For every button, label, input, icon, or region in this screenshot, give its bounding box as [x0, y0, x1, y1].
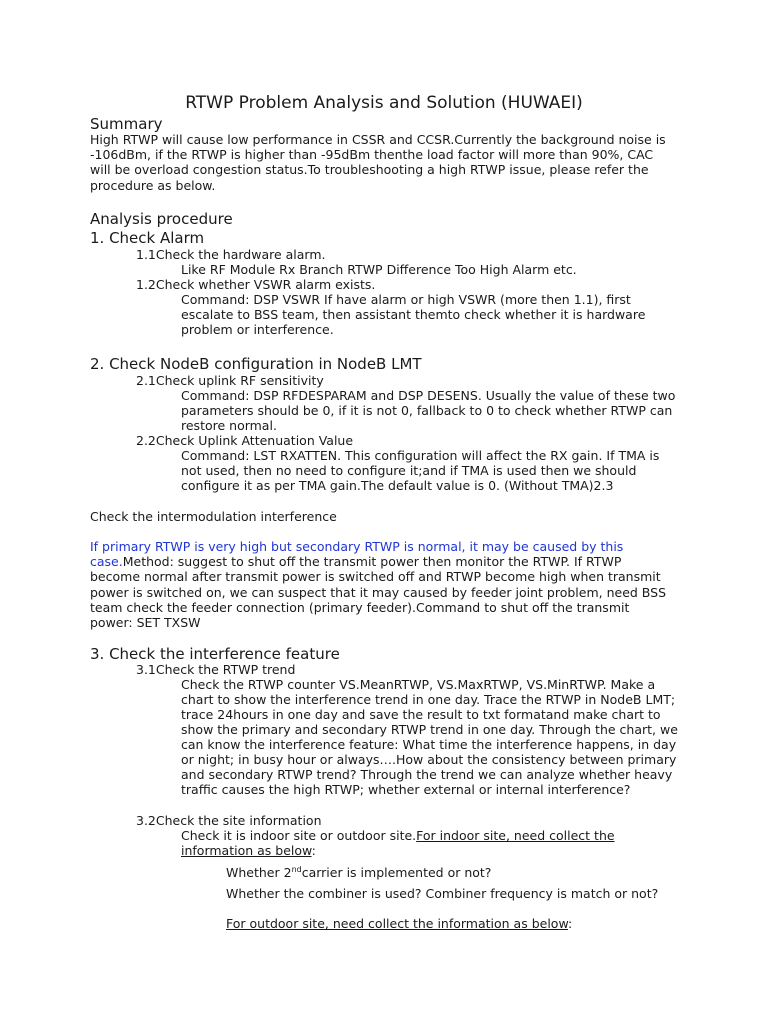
section-2-heading: 2. Check NodeB configuration in NodeB LMT [90, 355, 422, 373]
section-2-2-text: Command: LST RXATTEN. This configuration will affect the RX gain. If TMA is not used, then no need to configure it;and if TMA is used then we should configure it as per TMA gain.The default value is 0. (Without TMA)2.3 [181, 448, 660, 493]
intermod-text: Method: suggest to shut off the transmit power then monitor the RTWP. If RTWP become normal after transmit power is switched off and RTWP become high when transmit power is switched on, we can suspect that it may caused by feeder joint problem, need BSS team check the feeder connection (primary feeder).Command to shut off the transmit power: SET TXSW [90, 554, 667, 631]
combiner-question: Whether the combiner is used? Combiner frequency is match or not? [226, 886, 659, 901]
section-2-1-text: Command: DSP RFDESPARAM and DSP DESENS. Usually the value of these two parameters should be 0, if it is not 0, fallback to 0 to check whether RTWP can restore normal. [181, 388, 676, 433]
document-title: RTWP Problem Analysis and Solution (HUWAEI) [185, 93, 583, 113]
section-1-2-text: Command: DSP VSWR If have alarm or high VSWR (more then 1.1), first escalate to BSS team, then assistant themto check whether it is hardware problem or interference. [181, 292, 646, 337]
intermod-blue-text: If primary RTWP is very high but secondary RTWP is normal, it may be caused by this case. [90, 539, 624, 570]
section-1-1-label: 1.1Check the hardware alarm. [136, 247, 326, 262]
outdoor-site-note: For outdoor site, need collect the information as below: [226, 916, 573, 931]
section-1-1-text: Like RF Module Rx Branch RTWP Difference Too High Alarm etc. [181, 262, 577, 277]
section-3-heading: 3. Check the interference feature [90, 645, 340, 663]
section-2-2-label: 2.2Check Uplink Attenuation Value [136, 433, 354, 448]
second-carrier-question: Whether 2ndcarrier is implemented or not? [226, 864, 492, 880]
section-1-2-label: 1.2Check whether VSWR alarm exists. [136, 277, 376, 292]
analysis-heading: Analysis procedure [90, 210, 233, 228]
section-3-1-text: Check the RTWP counter VS.MeanRTWP, VS.MaxRTWP, VS.MinRTWP. Make a chart to show the interference trend in one day. Trace the RTWP in NodeB LMT; trace 24hours in one day and save the result to txt formatand make chart to show the primary and secondary RTWP trend in one day. Through the chart, we can know the interference feature: What time the interference happens, in day or night; in busy hour or always….How about the consistency between primary and secondary RTWP trend? Through the trend we can analyze whether heavy traffic causes the high RTWP; whether external or internal interference? [181, 677, 678, 797]
indoor-site-note: For indoor site, need collect the information as below [181, 828, 615, 858]
summary-heading: Summary [90, 115, 163, 133]
summary-text: High RTWP will cause low performance in CSSR and CCSR.Currently the background noise is -106dBm, if the RTWP is higher than -95dBm thenthe load factor will more than 90%, CAC will be overload congestion status.To troubleshooting a high RTWP issue, please refer the procedure as below. [90, 132, 666, 193]
intermod-heading: Check the intermodulation interference [90, 509, 337, 524]
section-3-2-text [181, 828, 681, 858]
section-2-1-label: 2.1Check uplink RF sensitivity [136, 373, 324, 388]
intermod-paragraph [90, 539, 675, 630]
section-3-1-label: 3.1Check the RTWP trend [136, 662, 296, 677]
site-type-text: Check it is indoor site or outdoor site. [181, 828, 417, 843]
section-3-2-label: 3.2Check the site information [136, 813, 322, 828]
section-1-heading: 1. Check Alarm [90, 229, 205, 247]
indoor-site-colon: : [311, 843, 316, 858]
